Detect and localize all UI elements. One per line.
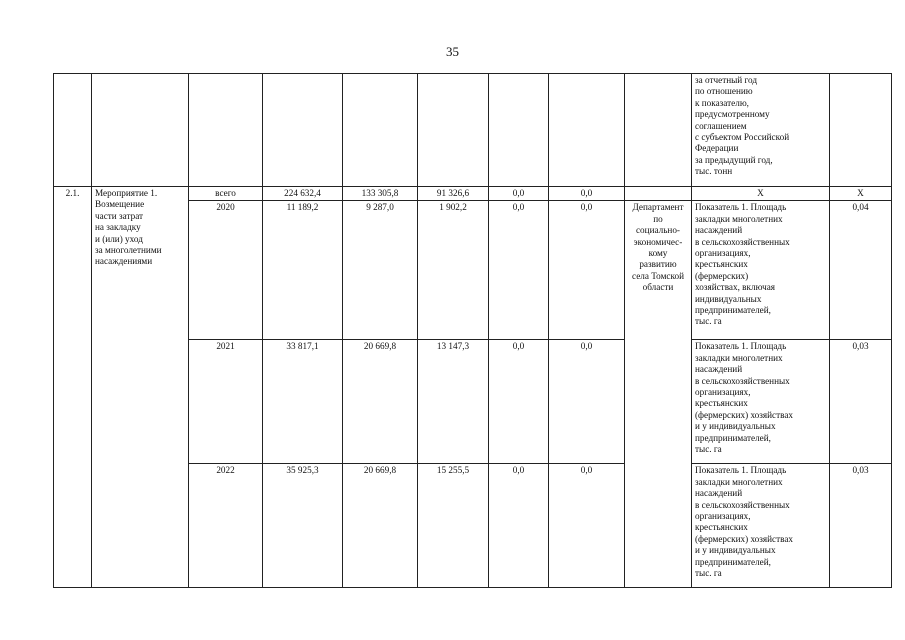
federal-cell: 133 305,8 [343, 187, 418, 201]
text-line: по отношению [695, 86, 753, 97]
regional-cell: 91 326,6 [418, 187, 489, 201]
text-line: экономичес- [633, 236, 683, 247]
text-line: (фермерских) хозяйствах [695, 409, 794, 420]
text-line: к показателю, [695, 97, 749, 108]
text-line: на закладку [95, 222, 141, 233]
extra-cell: 0,0 [549, 340, 625, 464]
indicator-cell [692, 74, 830, 187]
text-line: закладки многолетних [695, 213, 783, 224]
indicator-cell [692, 464, 830, 588]
page-number: 35 [446, 44, 459, 59]
text-line: и у индивидуальных [695, 421, 776, 432]
indicator-cell [692, 187, 830, 201]
text-line: села Томской [632, 270, 684, 281]
text-line: организациях, [695, 248, 751, 259]
text-line: Возмещение [95, 199, 145, 210]
text-line: тыс. га [695, 316, 722, 327]
text-line: крестьянских [695, 398, 748, 409]
federal-cell: 20 669,8 [343, 340, 418, 464]
value-cell: 0,03 [830, 464, 892, 588]
text-line: крестьянских [695, 522, 748, 533]
text-line: тыс. га [695, 444, 722, 455]
text-line: организациях, [695, 387, 751, 398]
text-line: насаждениями [95, 256, 153, 267]
value-cell: 0,04 [830, 201, 892, 340]
text-line: тыс. га [695, 568, 722, 579]
period-cell: всего [189, 187, 263, 201]
local-cell: 0,0 [489, 464, 549, 588]
total-cell: 35 925,3 [263, 464, 343, 588]
period-cell: 2022 [189, 464, 263, 588]
continuation-row [54, 74, 892, 187]
extra-cell: 0,0 [549, 201, 625, 340]
regional-cell: 1 902,2 [418, 201, 489, 340]
indicator-cell [692, 201, 830, 340]
table-row [54, 187, 892, 201]
federal-cell: 9 287,0 [343, 201, 418, 340]
text-line: Х [757, 188, 764, 198]
text-line: за многолетними [95, 245, 162, 256]
period-cell: 2021 [189, 340, 263, 464]
text-line: индивидуальных [695, 293, 762, 304]
text-line: и у индивидуальных [695, 545, 776, 556]
text-line: с субъектом Российской [695, 132, 790, 143]
text-line: предпринимателей, [695, 432, 771, 443]
text-line: за отчетный год [695, 75, 758, 85]
text-line: тыс. тонн [695, 166, 733, 177]
text-line: за предыдущий год, [695, 154, 773, 165]
text-line: и (или) уход [95, 233, 143, 244]
department-cell [625, 201, 692, 588]
text-line: насаждений [695, 364, 743, 375]
text-line: предусмотренному [695, 109, 770, 120]
local-cell: 0,0 [489, 201, 549, 340]
text-line: насаждений [695, 225, 743, 236]
text-line: предпринимателей, [695, 305, 771, 316]
regional-cell: 13 147,3 [418, 340, 489, 464]
text-line: (фермерских) хозяйствах [695, 533, 794, 544]
value-cell: Х [830, 187, 892, 201]
text-line: соглашением [695, 120, 747, 131]
total-cell: 33 817,1 [263, 340, 343, 464]
total-cell: 224 632,4 [263, 187, 343, 201]
value-cell: 0,03 [830, 340, 892, 464]
text-line: в сельскохозяйственных [695, 375, 790, 386]
text-line: Федерации [695, 143, 739, 154]
text-line: закладки многолетних [695, 476, 783, 487]
federal-cell: 20 669,8 [343, 464, 418, 588]
local-cell: 0,0 [489, 187, 549, 201]
department-cell-empty [625, 187, 692, 201]
text-line: Мероприятие 1. [95, 188, 158, 198]
text-line: Департамент [632, 202, 684, 213]
local-cell: 0,0 [489, 340, 549, 464]
program-table [53, 73, 892, 588]
measure-code: 2.1. [54, 187, 92, 588]
text-line: Показатель 1. Площадь [695, 465, 787, 476]
text-line: (фермерских) [695, 270, 749, 281]
period-cell: 2020 [189, 201, 263, 340]
text-line: области [642, 282, 674, 293]
text-line: по [653, 213, 663, 224]
text-line: кому [648, 248, 668, 259]
text-line: Показатель 1. Площадь [695, 202, 787, 213]
text-line: предпринимателей, [695, 556, 771, 567]
text-line: Показатель 1. Площадь [695, 341, 787, 352]
text-line: хозяйствах, включая [695, 282, 776, 293]
text-line: развитию [639, 259, 677, 270]
extra-cell: 0,0 [549, 187, 625, 201]
text-line: организациях, [695, 511, 751, 522]
total-cell: 11 189,2 [263, 201, 343, 340]
text-line: насаждений [695, 488, 743, 499]
text-line: части затрат [95, 210, 144, 221]
regional-cell: 15 255,5 [418, 464, 489, 588]
text-line: крестьянских [695, 259, 748, 270]
text-line: социально- [635, 225, 680, 236]
indicator-cell [692, 340, 830, 464]
measure-name [92, 187, 189, 588]
text-line: закладки многолетних [695, 352, 783, 363]
text-line: в сельскохозяйственных [695, 236, 790, 247]
extra-cell: 0,0 [549, 464, 625, 588]
text-line: в сельскохозяйственных [695, 499, 790, 510]
